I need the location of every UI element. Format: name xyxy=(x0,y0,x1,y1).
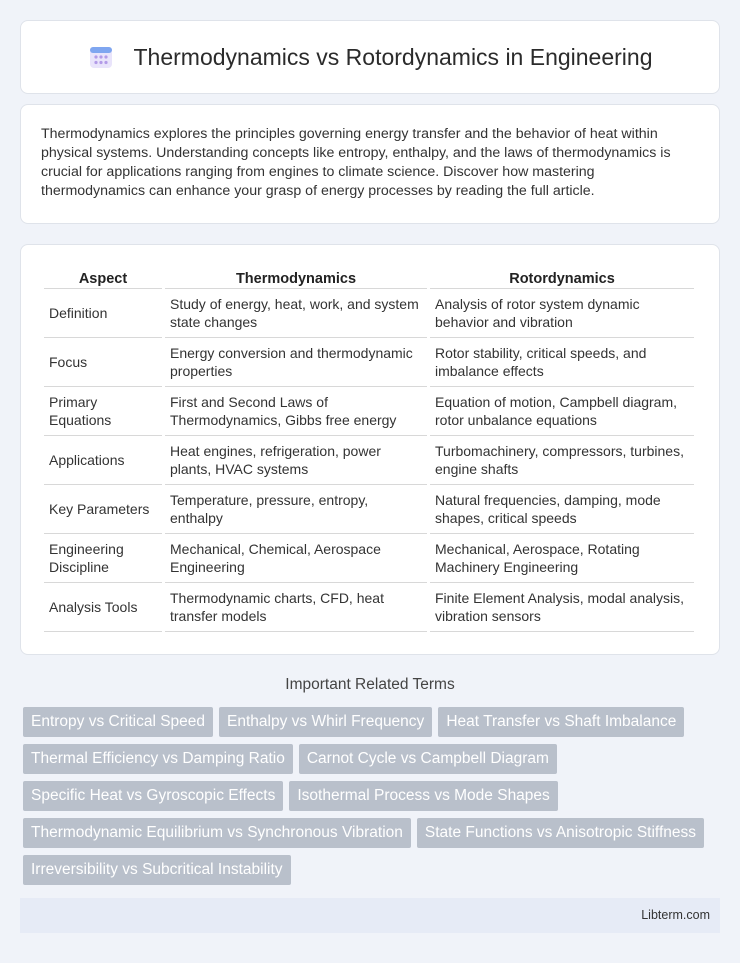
table-row xyxy=(44,583,694,632)
table-cell-rotordynamics: Mechanical, Aerospace, Rotating Machinery Engineering xyxy=(430,534,694,583)
table-row xyxy=(44,289,694,338)
table-cell-thermodynamics: Heat engines, refrigeration, power plants, HVAC systems xyxy=(165,436,427,485)
column-header-rotordynamics: Rotordynamics xyxy=(430,265,694,289)
table-cell-thermodynamics: First and Second Laws of Thermodynamics, Gibbs free energy xyxy=(165,387,427,436)
related-term-tag[interactable]: Irreversibility vs Subcritical Instability xyxy=(23,855,291,885)
related-term-tag[interactable]: Thermal Efficiency vs Damping Ratio xyxy=(23,744,293,774)
table-cell-aspect: Focus xyxy=(44,338,162,387)
table-cell-aspect: Applications xyxy=(44,436,162,485)
column-header-thermodynamics: Thermodynamics xyxy=(165,265,427,289)
related-terms-heading: Important Related Terms xyxy=(285,676,455,693)
table-cell-rotordynamics: Natural frequencies, damping, mode shapes, critical speeds xyxy=(430,485,694,534)
related-term-tag[interactable]: Carnot Cycle vs Campbell Diagram xyxy=(299,744,557,774)
table-row xyxy=(44,436,694,485)
intro-card xyxy=(20,104,720,224)
table-cell-rotordynamics: Equation of motion, Campbell diagram, rotor unbalance equations xyxy=(430,387,694,436)
related-term-tag[interactable]: Thermodynamic Equilibrium vs Synchronous Vibration xyxy=(23,818,411,848)
table-cell-rotordynamics: Turbomachinery, compressors, turbines, engine shafts xyxy=(430,436,694,485)
related-term-tag[interactable]: Entropy vs Critical Speed xyxy=(23,707,213,737)
table-row xyxy=(44,338,694,387)
footer-brand-link[interactable]: Libterm.com xyxy=(641,908,710,922)
table-row xyxy=(44,485,694,534)
calendar-icon xyxy=(88,44,114,70)
related-term-tag[interactable]: Isothermal Process vs Mode Shapes xyxy=(289,781,557,811)
table-header-row xyxy=(44,265,694,289)
intro-text: Thermodynamics explores the principles governing energy transfer and the behavior of heat within physical systems. Understanding concepts like entropy, enthalpy, and the laws of thermodynamics is crucial for applications ranging from engines to climate science. Discover how mastering thermodynamics can enhance your grasp of energy processes by reading the full article. xyxy=(41,126,671,199)
table-row xyxy=(44,534,694,583)
related-terms-list xyxy=(23,707,723,885)
related-term-tag[interactable]: Heat Transfer vs Shaft Imbalance xyxy=(438,707,684,737)
table-cell-rotordynamics: Rotor stability, critical speeds, and imbalance effects xyxy=(430,338,694,387)
related-term-tag[interactable]: State Functions vs Anisotropic Stiffness xyxy=(417,818,704,848)
table-cell-thermodynamics: Study of energy, heat, work, and system state changes xyxy=(165,289,427,338)
table-cell-aspect: Primary Equations xyxy=(44,387,162,436)
comparison-table-card xyxy=(20,244,720,655)
related-term-tag[interactable]: Specific Heat vs Gyroscopic Effects xyxy=(23,781,283,811)
header-card xyxy=(20,20,720,94)
table-cell-aspect: Analysis Tools xyxy=(44,583,162,632)
comparison-table xyxy=(41,265,697,632)
table-cell-thermodynamics: Energy conversion and thermodynamic properties xyxy=(165,338,427,387)
table-cell-thermodynamics: Thermodynamic charts, CFD, heat transfer models xyxy=(165,583,427,632)
related-term-tag[interactable]: Enthalpy vs Whirl Frequency xyxy=(219,707,432,737)
table-cell-rotordynamics: Finite Element Analysis, modal analysis, vibration sensors xyxy=(430,583,694,632)
column-header-aspect: Aspect xyxy=(44,265,162,289)
table-cell-aspect: Engineering Discipline xyxy=(44,534,162,583)
table-row xyxy=(44,387,694,436)
table-cell-aspect: Definition xyxy=(44,289,162,338)
table-cell-rotordynamics: Analysis of rotor system dynamic behavior and vibration xyxy=(430,289,694,338)
table-cell-thermodynamics: Temperature, pressure, entropy, enthalpy xyxy=(165,485,427,534)
table-cell-thermodynamics: Mechanical, Chemical, Aerospace Engineering xyxy=(165,534,427,583)
footer xyxy=(20,898,720,933)
table-cell-aspect: Key Parameters xyxy=(44,485,162,534)
page-title: Thermodynamics vs Rotordynamics in Engineering xyxy=(133,43,653,70)
